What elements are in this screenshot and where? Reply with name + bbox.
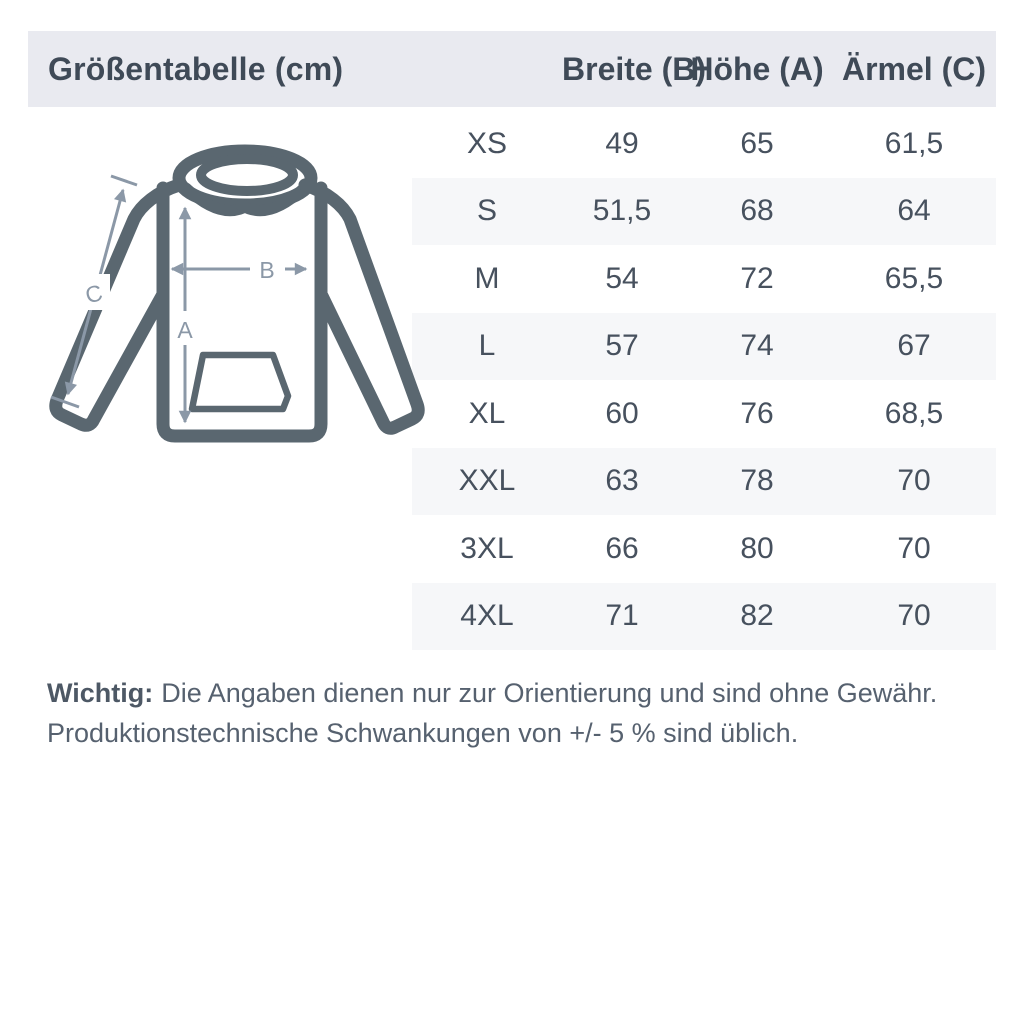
hoehe-cell: 65 [740,126,774,160]
table-header-row [412,31,996,107]
hood-inner-ring [201,159,293,191]
breite-cell: 71 [605,599,639,633]
breite-cell: 63 [605,464,639,498]
hoehe-cell: 68 [740,194,774,228]
table-row [412,583,996,651]
aermel-cell: 68,5 [884,396,944,430]
size-cell: S [476,194,497,228]
table-row [412,515,996,583]
size-cell: XS [466,126,508,160]
breite-cell: 51,5 [592,194,652,228]
aermel-cell: 67 [897,329,931,363]
breite-cell: 57 [605,329,639,363]
column-header-hoehe: Höhe (A) [690,50,824,87]
kangaroo-pocket [192,355,288,409]
hoehe-cell: 80 [740,531,774,565]
label-c: C [82,279,106,309]
hoodie-measurement-diagram [45,128,425,458]
note-label: Wichtig: [47,678,154,708]
label-b: B [259,257,275,283]
hoodie-outline [56,151,418,436]
table-row [412,313,996,381]
size-cell: XXL [458,464,516,498]
breite-cell: 54 [605,261,639,295]
hoehe-cell: 74 [740,329,774,363]
table-row [412,380,996,448]
size-cell: XL [468,396,506,430]
breite-cell: 66 [605,531,639,565]
size-cell: 3XL [460,531,514,565]
aermel-cell: 70 [897,464,931,498]
table-row [412,448,996,516]
aermel-cell: 61,5 [884,126,944,160]
aermel-cell: 64 [897,194,931,228]
table-row [412,110,996,178]
hoehe-cell: 76 [740,396,774,430]
hoehe-cell: 72 [740,261,774,295]
note-line2: Produktionstechnische Schwankungen von +/- 5 % sind üblich. [47,718,799,748]
note-line1: Die Angaben dienen nur zur Orientierung und sind ohne Gewähr. [161,678,938,708]
table-row [412,245,996,313]
size-cell: L [478,329,496,363]
column-header-aermel: Ärmel (C) [841,50,986,87]
column-header-breite: Breite (B) [562,50,707,87]
size-cell: M [474,261,500,295]
aermel-cell: 65,5 [884,261,944,295]
sleeve-tick-top [111,176,137,185]
aermel-cell: 70 [897,599,931,633]
size-table-body [412,110,996,650]
disclaimer-note [47,673,997,753]
label-a: A [177,317,193,343]
breite-cell: 49 [605,126,639,160]
table-row [412,178,996,246]
hoodie-diagram-svg [45,128,425,458]
hoehe-cell: 78 [740,464,774,498]
size-cell: 4XL [460,599,514,633]
aermel-cell: 70 [897,531,931,565]
hoehe-cell: 82 [740,599,774,633]
page-title: Größentabelle (cm) [48,50,344,87]
breite-cell: 60 [605,396,639,430]
